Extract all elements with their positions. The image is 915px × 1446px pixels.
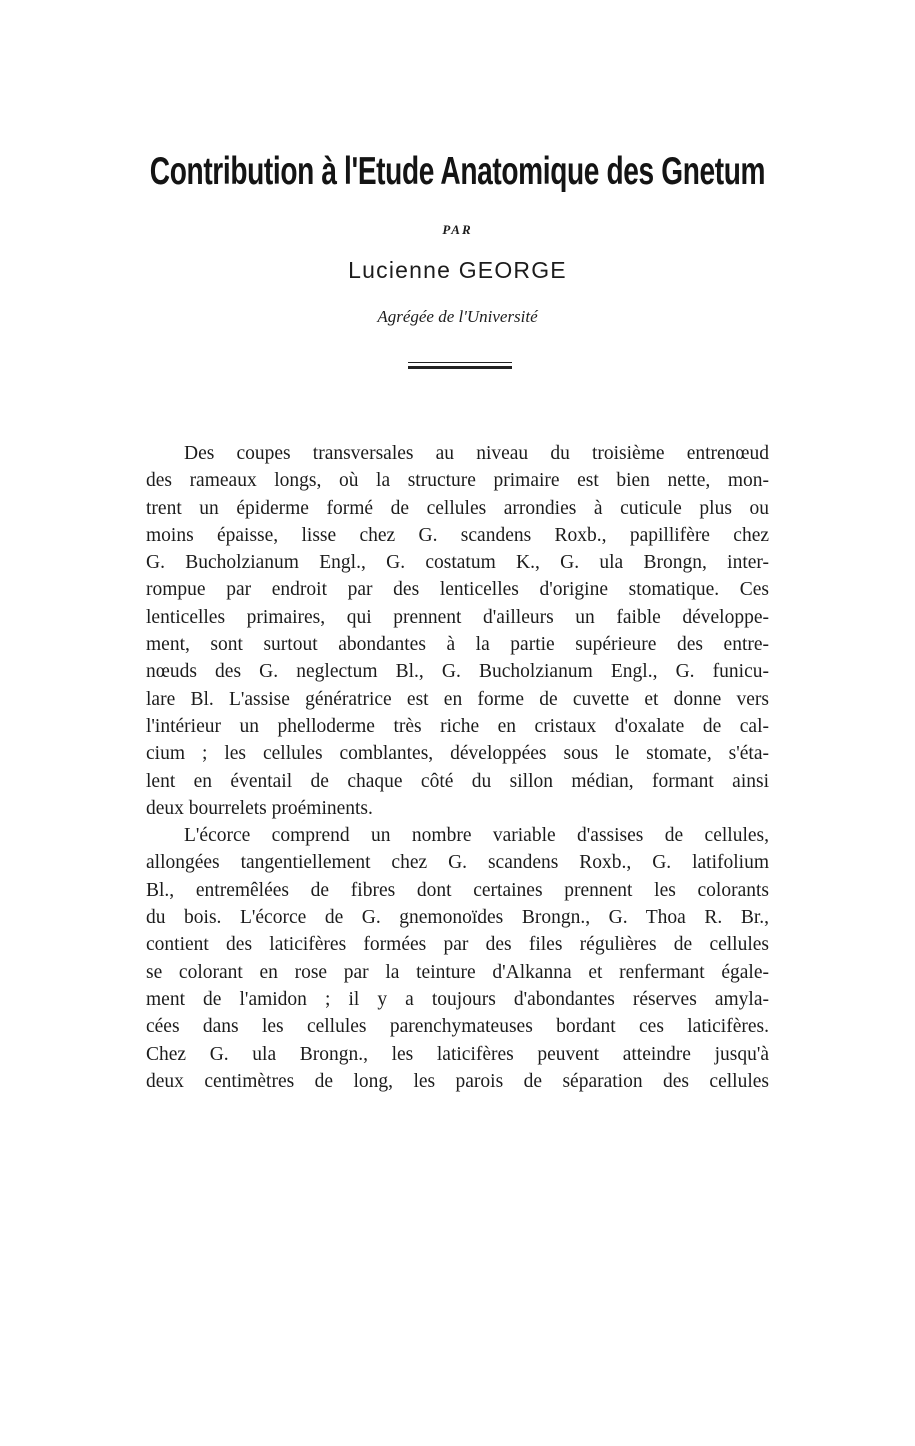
text-line: nœuds des G. neglectum Bl., G. Bucholzianum Engl., G. funicu- [146, 661, 769, 683]
text-line: Bl., entremêlées de fibres dont certaines prennent les colorants [146, 879, 769, 901]
text-line: rompue par endroit par des lenticelles d'origine stomatique. Ces [146, 579, 769, 601]
text-line: se colorant en rose par la teinture d'Alkanna et renfermant égale- [146, 961, 769, 983]
text-line: ment de l'amidon ; il y a toujours d'abondantes réserves amyla- [146, 988, 769, 1010]
text-line: lare Bl. L'assise génératrice est en forme de cuvette et donne vers [146, 688, 769, 710]
title-divider-thick [408, 366, 512, 369]
text-line: deux bourrelets proéminents. [146, 797, 373, 819]
text-line: trent un épiderme formé de cellules arrondies à cuticule plus ou [146, 497, 769, 519]
article-body [146, 440, 769, 1095]
text-line: lenticelles primaires, qui prennent d'ailleurs un faible développe- [146, 606, 769, 628]
text-line: G. Bucholzianum Engl., G. costatum K., G. ula Brongn, inter- [146, 552, 769, 574]
text-line: allongées tangentiellement chez G. scandens Roxb., G. latifolium [146, 852, 769, 874]
text-line: cium ; les cellules comblantes, développées sous le stomate, s'éta- [146, 743, 769, 765]
text-line: contient des laticifères formées par des files régulières de cellules [146, 934, 769, 956]
text-line: ment, sont surtout abondantes à la partie supérieure des entre- [146, 634, 769, 656]
text-line: cées dans les cellules parenchymateuses bordant ces laticifères. [146, 1016, 769, 1038]
text-line: l'intérieur un phelloderme très riche en cristaux d'oxalate de cal- [146, 715, 769, 737]
article-title: Contribution à l'Etude Anatomique des Gnetum [149, 150, 766, 193]
byline-par: PAR [442, 222, 473, 237]
title-divider-thin [408, 362, 512, 363]
author-name: Lucienne GEORGE [348, 257, 567, 283]
author-affiliation: Agrégée de l'Université [377, 307, 538, 326]
text-line: Des coupes transversales au niveau du troisième entrenœud [184, 443, 769, 464]
text-line: des rameaux longs, où la structure primaire est bien nette, mon- [146, 470, 769, 492]
text-line: L'écorce comprend un nombre variable d'assises de cellules, [184, 825, 769, 847]
text-line: deux centimètres de long, les parois de séparation des cellules [146, 1070, 769, 1092]
text-line: du bois. L'écorce de G. gnemonoïdes Brongn., G. Thoa R. Br., [146, 907, 769, 929]
paragraph-1 [146, 440, 769, 822]
text-line: moins épaisse, lisse chez G. scandens Roxb., papillifère chez [146, 524, 769, 546]
paragraph-2 [146, 822, 769, 1095]
text-line: lent en éventail de chaque côté du sillon médian, formant ainsi [146, 770, 769, 792]
text-line: Chez G. ula Brongn., les laticifères peuvent atteindre jusqu'à [146, 1043, 769, 1065]
